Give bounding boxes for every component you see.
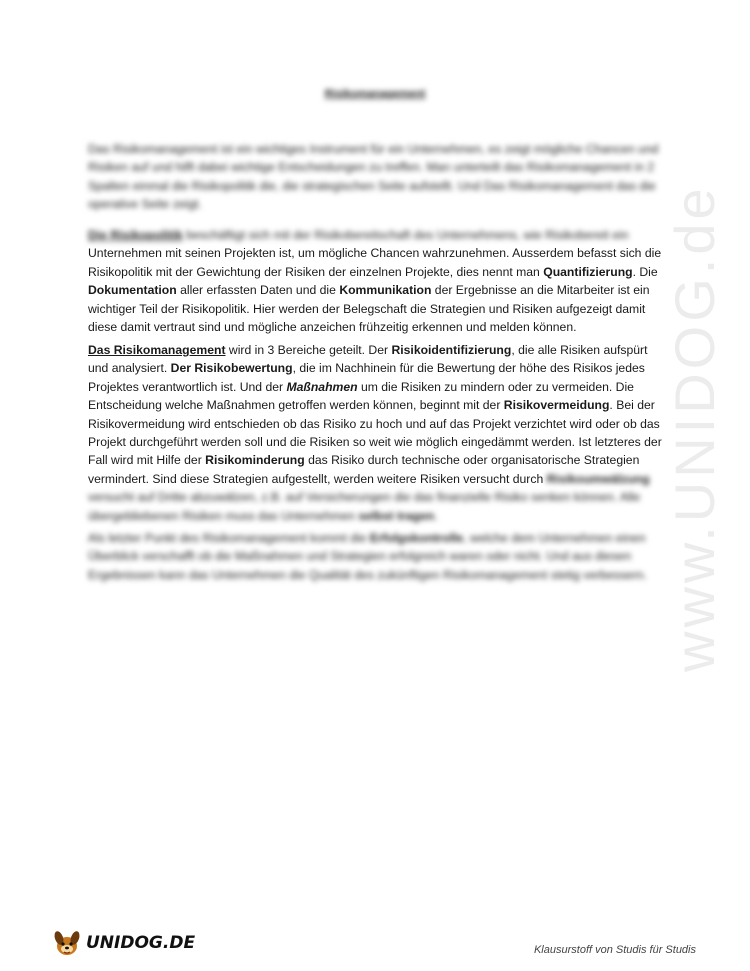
text-segment: das Risiko durch technische oder organisatorische Strategien vermindert. Sind diese Strategien aufgestellt, werden weitere Risiken versucht durch xyxy=(88,453,640,486)
term-kommunikation: Kommunikation xyxy=(339,283,432,298)
term-risikopolitik: Die Risikopolitik xyxy=(88,228,183,242)
term-selbst-tragen: selbst tragen xyxy=(358,508,435,523)
footer-tagline: Klausurstoff von Studis für Studis xyxy=(533,944,696,956)
term-risikoidentifizierung: Risikoidentifizierung xyxy=(391,343,512,357)
text-segment: , die alle Risiken aufspürt und analysiert. xyxy=(88,343,648,376)
term-risikoumwaelzung: Risikoumwälzung xyxy=(546,471,650,486)
text-segment: der Ergebnisse an die Mitarbeiter ist ein wichtiger Teil der Risikopolitik. Hier werden der Belegschaft die Strategien und Risiken aufgezeigt damit diese damit vertraut sind und mögliche anzeichen frühzeitig erkennen und melden können. xyxy=(88,283,650,335)
text-segment: , welche dem Unternehmen einen Überblick verschafft ob die Maßnahmen und Strategien erfolgreich waren oder nicht. Und aus diesen Ergebnissen kann das Unternehmen die Qualität des zukünftigen Risikomanagement stetig verbessern. xyxy=(88,531,647,582)
text-segment: , die im Nachhinein für die Bewertung der höhe des Risikos jedes Projektes verantwortlich ist. Und der xyxy=(88,361,645,394)
text-segment: aller erfassten Daten und die xyxy=(176,283,340,298)
term-risikovermeidung: Risikovermeidung xyxy=(503,398,610,413)
text-segment: beschäftigt sich mit der Risikobereitschaft des Unternehmens, wie Risikobereit ein xyxy=(182,228,629,242)
paragraph-intro: Das Risikomanagement ist ein wichtiges Instrument für ein Unternehmen, es zeigt mögliche Chancen und Risiken auf und hilft dabei wichtige Entscheidungen zu treffen. Man unterteilt das Risikomanagement in 2 Spalten einmal die Risikopolitik die, die strategischen Seite aufstellt. Und Das Risikomanagement das die operative Seite zeigt. xyxy=(88,142,659,212)
unidog-logo xyxy=(52,928,195,958)
paragraph-erfolgskontrolle xyxy=(88,529,666,584)
text-segment: . Bei der Risikovermeidung wird entschieden ob das Risiko zu hoch und auf das Projekt verzichtet wird oder ob das Projekt durchgeführt werden soll und die Risiken so weit wie möglich eingedämmt werden. Ist letzteres der Fall wird mit Hilfe der xyxy=(88,398,662,468)
term-erfolgskontrolle: Erfolgskontrolle xyxy=(369,531,464,545)
term-risikominderung: Risikominderung xyxy=(205,453,305,468)
term-dokumentation: Dokumentation xyxy=(88,283,177,298)
dog-icon xyxy=(52,928,82,958)
term-massnahmen: Maßnahmen xyxy=(286,379,358,394)
term-risikomanagement: Das Risikomanagement xyxy=(88,343,226,357)
term-risikobewertung: Der Risikobewertung xyxy=(170,361,293,376)
term-quantifizierung: Quantifizierung xyxy=(543,264,633,279)
logo-text: UNIDOG.DE xyxy=(86,933,196,953)
text-segment: versucht auf Dritte abzuwälzen, z.B. auf Versicherungen die das finanzielle Risiko senken können. Alle übergebliebenen Risiken muss das Unternehmen xyxy=(88,490,641,523)
text-segment: um die Risiken zu mindern oder zu vermeiden. Die Entscheidung welche Maßnahmen getroffen werden können, beginnt mit der xyxy=(88,379,634,413)
text-segment: Unternehmen mit seinen Projekten ist, um mögliche Chancen wahrzunehmen. Ausserdem befasst sich die Risikopolitik mit der Gewichtung der Risiken der einzelnen Projekte, dies nennt man xyxy=(88,246,662,279)
text-segment: wird in 3 Bereiche geteilt. Der xyxy=(225,343,392,357)
text-segment: . xyxy=(434,508,438,523)
text-segment: . Die xyxy=(632,264,658,279)
paragraph-risikomanagement xyxy=(88,341,666,525)
watermark: www.UNIDOG.de xyxy=(663,184,726,672)
document-title: Risikomanagement xyxy=(324,88,426,100)
text-segment: Als letzter Punkt des Risikomanagement kommt die xyxy=(88,531,370,545)
paragraph-risikopolitik xyxy=(88,226,666,336)
